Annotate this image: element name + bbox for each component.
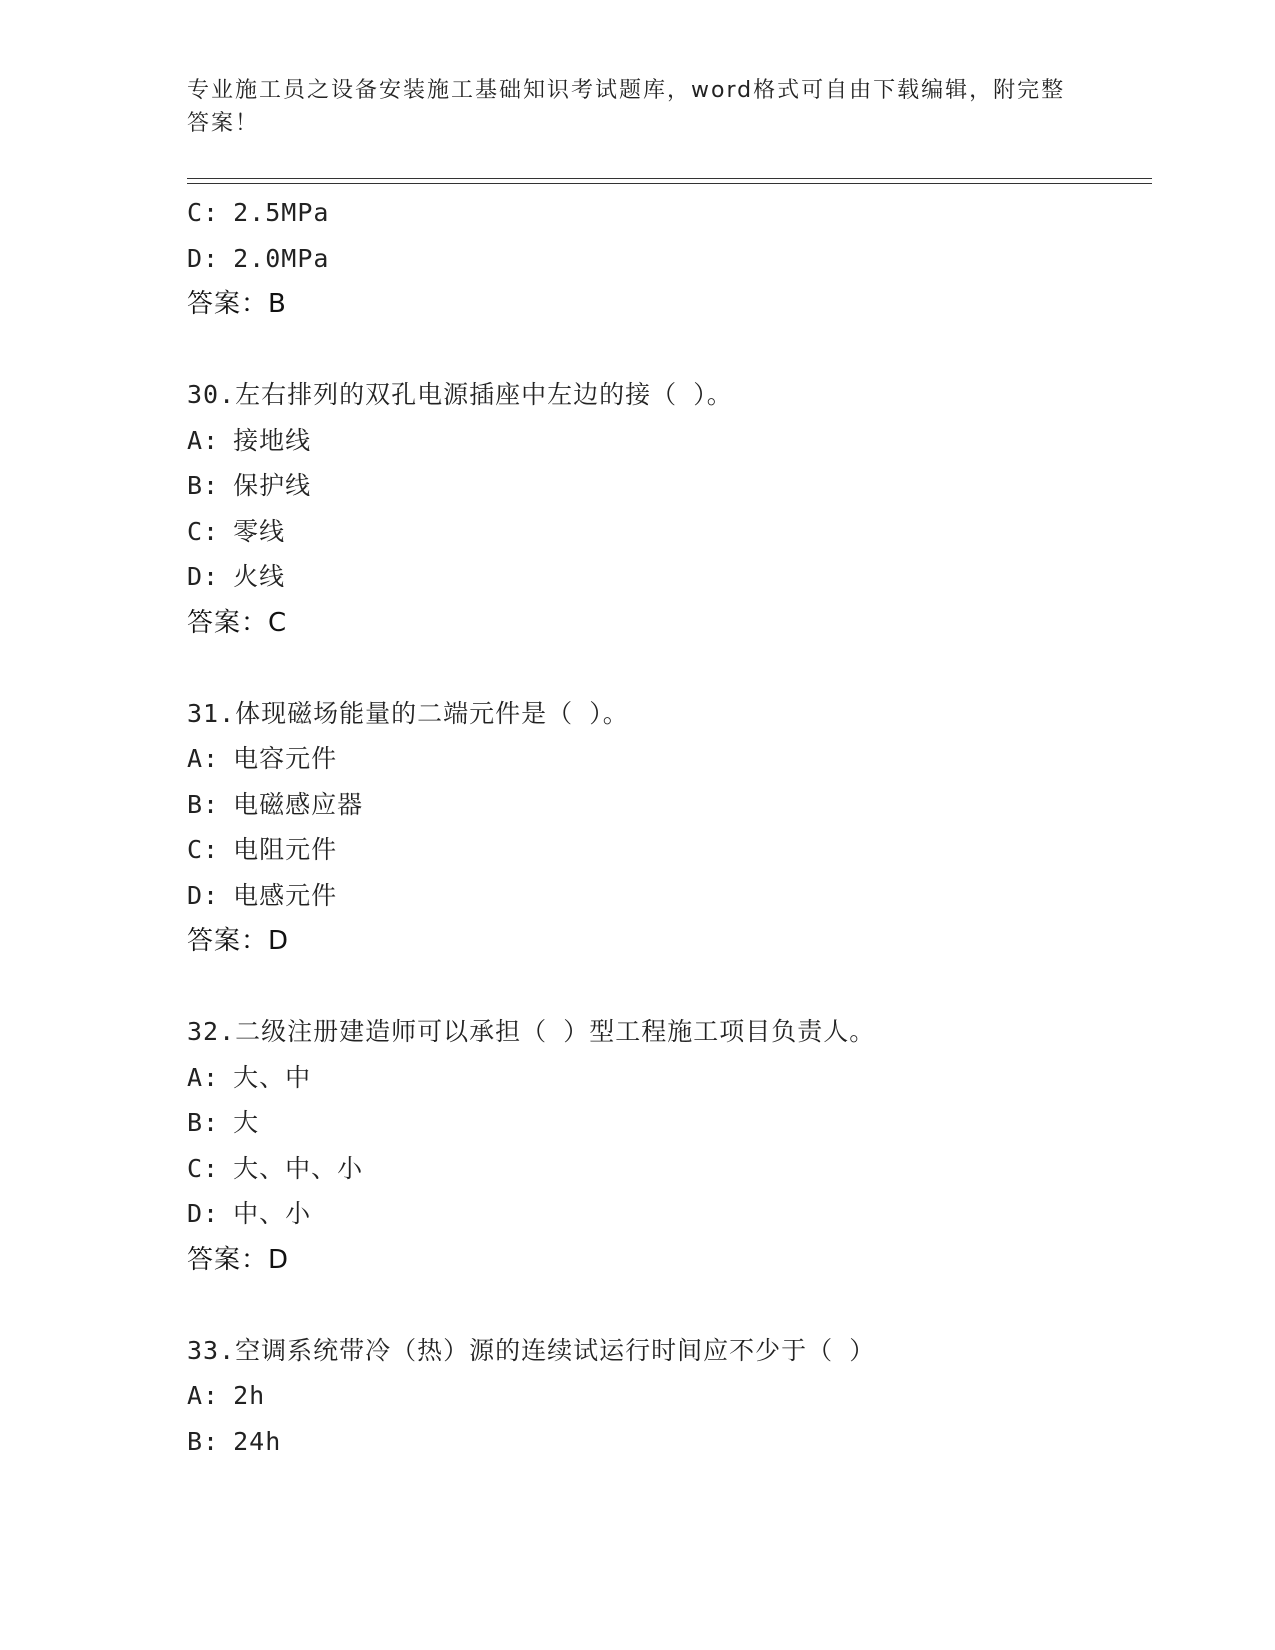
answer-line: 答案：D <box>187 926 290 956</box>
answer-line: 答案：B <box>187 289 287 319</box>
option-c <box>187 827 1152 873</box>
option-d <box>187 554 1152 600</box>
option-label: B: <box>187 1426 220 1456</box>
option-c <box>187 509 1152 555</box>
option-a <box>187 736 1152 782</box>
header-divider-bottom <box>187 183 1152 184</box>
option-text: 大、中、小 <box>233 1153 364 1183</box>
option-label: A: <box>187 744 220 773</box>
option-label: C: <box>187 1153 220 1183</box>
option-text: 保护线 <box>233 471 312 500</box>
question-content <box>187 190 1152 1464</box>
option-text: 中、小 <box>233 1199 312 1228</box>
option-text: 大、中 <box>233 1062 312 1092</box>
option-label: A: <box>187 425 220 455</box>
option-text: 24h <box>233 1426 282 1456</box>
option-text: 零线 <box>233 516 286 546</box>
option-a <box>187 1373 1152 1419</box>
option-d <box>187 873 1152 919</box>
option-text: 电感元件 <box>233 880 338 910</box>
option-b <box>187 782 1152 828</box>
option-label: B: <box>187 789 220 819</box>
option-label: D: <box>187 562 220 591</box>
question-stem: 33.空调系统带冷（热）源的连续试运行时间应不少于（ ） <box>187 1335 876 1365</box>
option-label: B: <box>187 1108 220 1137</box>
option-text: 火线 <box>233 562 286 591</box>
spacer <box>187 964 1152 1009</box>
header-divider-top <box>187 178 1152 179</box>
option-c <box>187 1146 1152 1192</box>
option-b <box>187 1419 1152 1465</box>
option-label: D: <box>187 243 220 273</box>
spacer <box>187 646 1152 691</box>
option-text: 电阻元件 <box>233 835 338 864</box>
option-label: A: <box>187 1381 220 1410</box>
option-text: 接地线 <box>233 425 312 455</box>
option-label: C: <box>187 198 220 227</box>
spacer <box>187 327 1152 372</box>
option-label: A: <box>187 1062 220 1092</box>
option-d <box>187 236 1152 282</box>
page-header-title: 专业施工员之设备安装施工基础知识考试题库，word格式可自由下载编辑，附完整答案！ <box>187 78 1066 136</box>
option-label: C: <box>187 516 220 546</box>
option-text: 2.5MPa <box>233 198 330 227</box>
option-label: D: <box>187 880 220 910</box>
question-stem: 30.左右排列的双孔电源插座中左边的接（ ）。 <box>187 380 733 409</box>
question-stem: 31.体现磁场能量的二端元件是（ ）。 <box>187 698 629 728</box>
option-label: C: <box>187 835 220 864</box>
option-c <box>187 190 1152 236</box>
option-text: 大 <box>233 1108 260 1137</box>
option-a <box>187 1055 1152 1101</box>
option-b <box>187 1100 1152 1146</box>
option-text: 电容元件 <box>233 744 338 773</box>
option-label: B: <box>187 471 220 500</box>
option-text: 电磁感应器 <box>233 789 364 819</box>
answer-line: 答案：C <box>187 607 288 638</box>
answer-line: 答案：D <box>187 1244 290 1275</box>
option-label: D: <box>187 1199 220 1228</box>
question-stem: 32.二级注册建造师可以承担（ ）型工程施工项目负责人。 <box>187 1017 876 1046</box>
option-b <box>187 463 1152 509</box>
option-d <box>187 1191 1152 1237</box>
option-text: 2.0MPa <box>233 243 330 273</box>
option-a <box>187 418 1152 464</box>
option-text: 2h <box>233 1381 266 1410</box>
spacer <box>187 1283 1152 1328</box>
